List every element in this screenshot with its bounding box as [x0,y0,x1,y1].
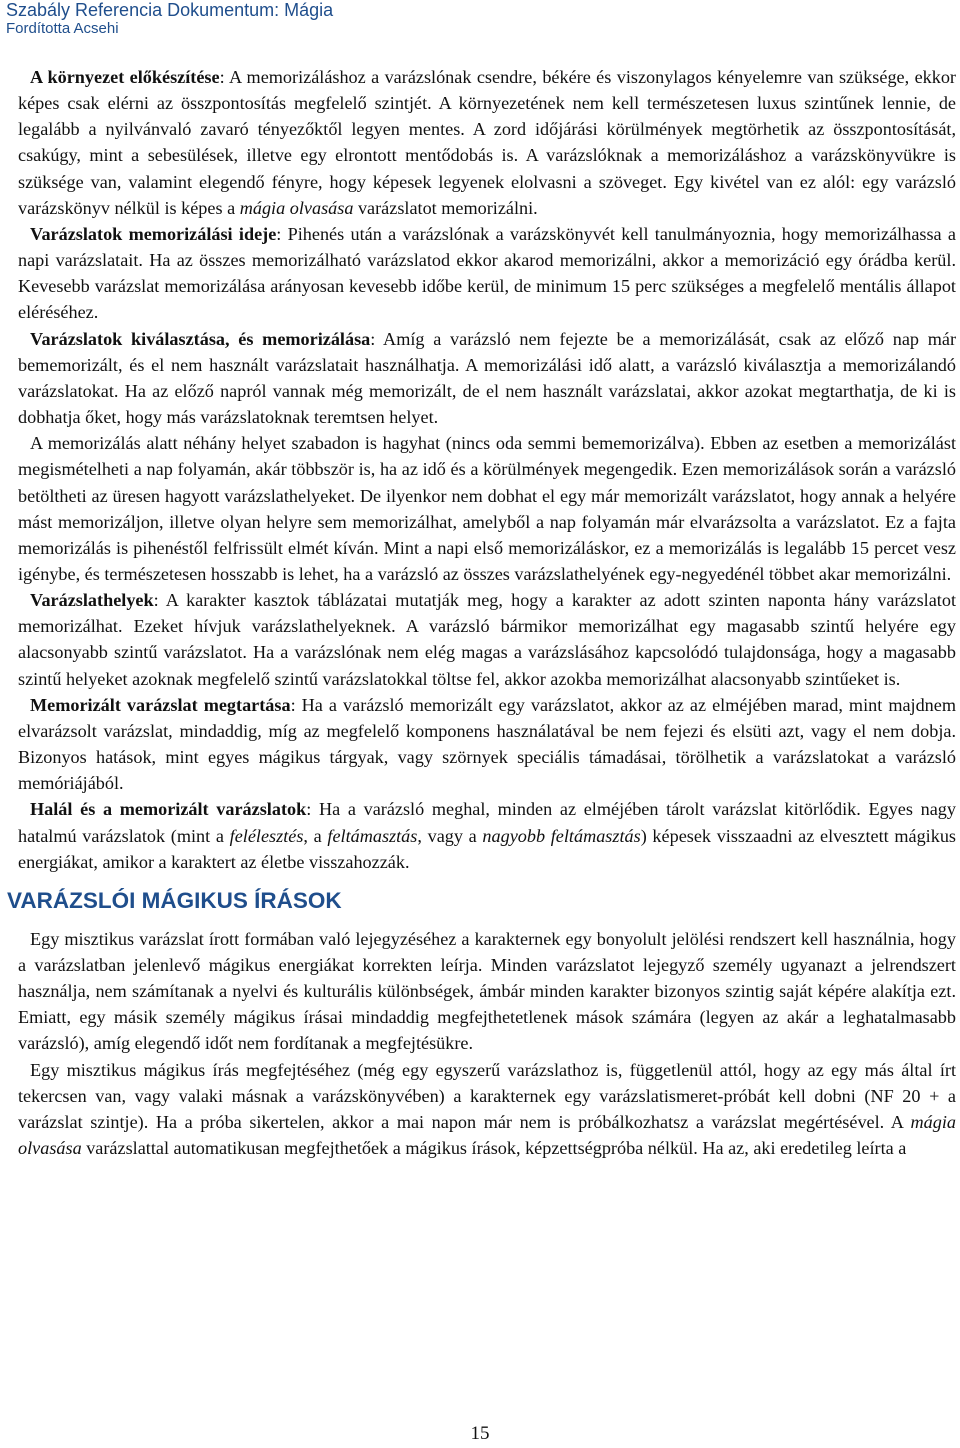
paragraph-memorization-time [18,221,956,326]
document-body [7,64,956,1161]
spell-name: feltámasztás [327,825,418,846]
paragraph-empty-slots [18,430,956,587]
paragraph-text: , vagy a [417,825,483,846]
paragraph-death [18,796,956,874]
paragraph-environment [18,64,956,221]
paragraph-lead: Memorizált varázslat megtartása [30,694,291,715]
paragraph-text: ) képesek visszaadni az elvesztett mágikus energiákat, amikor a karaktert az életbe visszahozzák. [18,825,956,872]
paragraph-retaining-spells [18,692,956,797]
paragraph-lead: Halál és a memorizált varázslatok [30,799,307,820]
paragraph-text: : Ha a varázsló memorizált egy varázslatot, akkor az az elméjében marad, mint majdnem elvarázsolt varázslat, mindaddig, míg az megfelelő komponens használatával be nem fejezi és elsüti azt, vagy el nem dobja. Bizonyos hatások, mint egyes mágikus tárgyak, vagy szörnyek speciális támadásai, törölhetik a varázslatokat a varázsló memóriájából. [18,694,956,794]
paragraph-text: , a [303,825,328,846]
paragraph-text: varázslattal automatikusan megfejthetőek a mágikus írások, képzettségpróba nélkül. Ha az, aki eredetileg leírta a [81,1138,907,1159]
paragraph-text: : Amíg a varázsló nem fejezte be a memorizálását, csak az előző nap már bememorizált, és el nem használt varázslatait használhatja. A memorizálási idő alatt, a varázsló kiválasztja a memorizálandó varázslatokat. Ha az előző napról vannak még memorizált, de el nem használt varázslatai, akkor azokat megtarthatja, de ki is dobhatja őket, hogy más varázslatoknak teremtsen helyet. [18,328,956,428]
paragraph-text: Egy misztikus varázslat írott formában való lejegyzéséhez a karakternek egy bonyolult jelölési rendszert kell használnia, hogy a varázslatban jelenlevő mágikus energiákat korrekten leírja. Minden varázslatot lejegyző személy ugyanazt a jelrendszert használja, nem számítanak a nyelvi és kulturális különbségek, ámbár minden karakter bizonyos szintig saját képére alakítja ezt. Emiatt, egy másik személy mágikus írásai mindaddig megfejthetetlenek mások számára (legyen az akár a leghatalmasabb varázsló), amíg elegendő időt nem fordítanak a megfejtésükre. [18,928,956,1054]
translator-credit: Fordította Acsehi [6,20,119,37]
paragraph-lead: Varázslatok kiválasztása, és memorizálása [30,328,371,349]
paragraph-deciphering [18,1057,956,1162]
paragraph-lead: Varázslatok memorizálási ideje [30,223,277,244]
page-number: 15 [470,1423,490,1444]
paragraph-text: varázslatot memorizálni. [353,197,538,218]
section-heading: VARÁZSLÓI MÁGIKUS ÍRÁSOK [7,887,342,913]
paragraph-spell-slots [18,587,956,692]
paragraph-text: Egy misztikus mágikus írás megfejtéséhez (még egy egyszerű varázslathoz is, függetlenül attól, hogy az egy más által írt tekercsen van, vagy valaki másnak a varázskönyvében) a karakternek egy varázslatismeret-próbát kell dobni (NF 20 + a varázslat szintje). Ha a próba sikertelen, akkor a mai napon már nem is próbálkozhatsz a varázslat megértésével. A [18,1059,956,1132]
paragraph-spell-selection [18,326,956,431]
spell-name: mágia olvasása [18,1111,956,1159]
document-title: Szabály Referencia Dokumentum: Mágia [6,0,334,20]
paragraph-text: : A memorizáláshoz a varázslónak csendre, békére és viszonylagos kényelemre van szüksége, ekkor képes csak elérni az összpontosítás megfelelő szintjét. A környezetének nem kell természetesen luxus szintűnek lennie, de legalább a nyilvánvaló zavaró tényezőktől legyen mentes. A zord időjárási körülmények megtörhetik az összpontosítását, csakúgy, mint a sebesülések, illetve egy elrontott mentődobás is. A varázslóknak a memorizáláshoz a varázskönyvükre is szüksége van, valamint elegendő fényre, hogy képesek legyenek elolvasni a szöveget. Egy kivétel van ez alól: egy varázsló varázskönyv nélkül is képes a [18,67,956,218]
spell-name: felélesztés [229,825,304,846]
paragraph-lead: A környezet előkészítése [30,67,220,87]
paragraph-text: : A karakter kasztok táblázatai mutatják meg, hogy a karakter az adott szinten naponta hány varázslatot memorizálhat. Ezeket hívjuk varázslathelyeknek. A varázsló bármikor memorizálhat egy magasabb szintű helyére egy alacsonyabb szintű varázslatot. Ha a varázslónak nem elég magas a varázslásához kapcsolódó tulajdonsága, hogy a magasabb szintű helyeket azoknak megfelelő szintű varázslatokkal töltse fel, akkor azokba memorizálhat alacsonyabb szintűeket is. [18,590,956,689]
paragraph-lead: Varázslathelyek [30,590,154,611]
spell-name: nagyobb feltámasztás [482,825,641,846]
document-header [6,0,333,38]
paragraph-arcane-writing [18,926,956,1057]
paragraph-text: : Ha a varázsló meghal, minden az elméjében tárolt varázslat kitörlődik. Egyes nagy hatalmú varázslatok (mint a [18,799,956,846]
paragraph-text: : Pihenés után a varázslónak a varázskönyvét kell tanulmányoznia, hogy memorizálhassa a napi varázslatait. Ha az összes memorizálható varázslatod ekkor akarod memorizálni, akkor a memorizáció egy órádba kerül. Kevesebb varázslat memorizálása arányosan kevesebb időbe kerül, de minimum 15 perc szükséges a megfelelő mentális állapot eléréséhez. [18,223,956,323]
paragraph-text: A memorizálás alatt néhány helyet szabadon is hagyhat (nincs oda semmi bememorizálva). Ebben az esetben a memorizálást megismételheti a nap folyamán, akár többször is, ha az idő és a körülmények megengedik. Ezen memorizálások során a varázsló betöltheti az üresen hagyott varázslathelyeket. De ilyenkor nem dobhat el egy már memorizált varázslatot, hogy annak a helyére mást memorizáljon, illetve olyan helyre sem memorizálhat, amelyből a nap folyamán már elvarázsolta a varázslatot. Ez a fajta memorizálás is pihenéstől felfrissült elmét kíván. Mint a napi első memorizáláskor, ez a memorizálás is legalább 15 percet vesz igénybe, és természetesen hosszabb is lehet, ha a varázsló az összes varázslathelyének egy-negyedénél többet akar memorizálni. [18,433,956,584]
spell-name: mágia olvasása [239,197,354,218]
